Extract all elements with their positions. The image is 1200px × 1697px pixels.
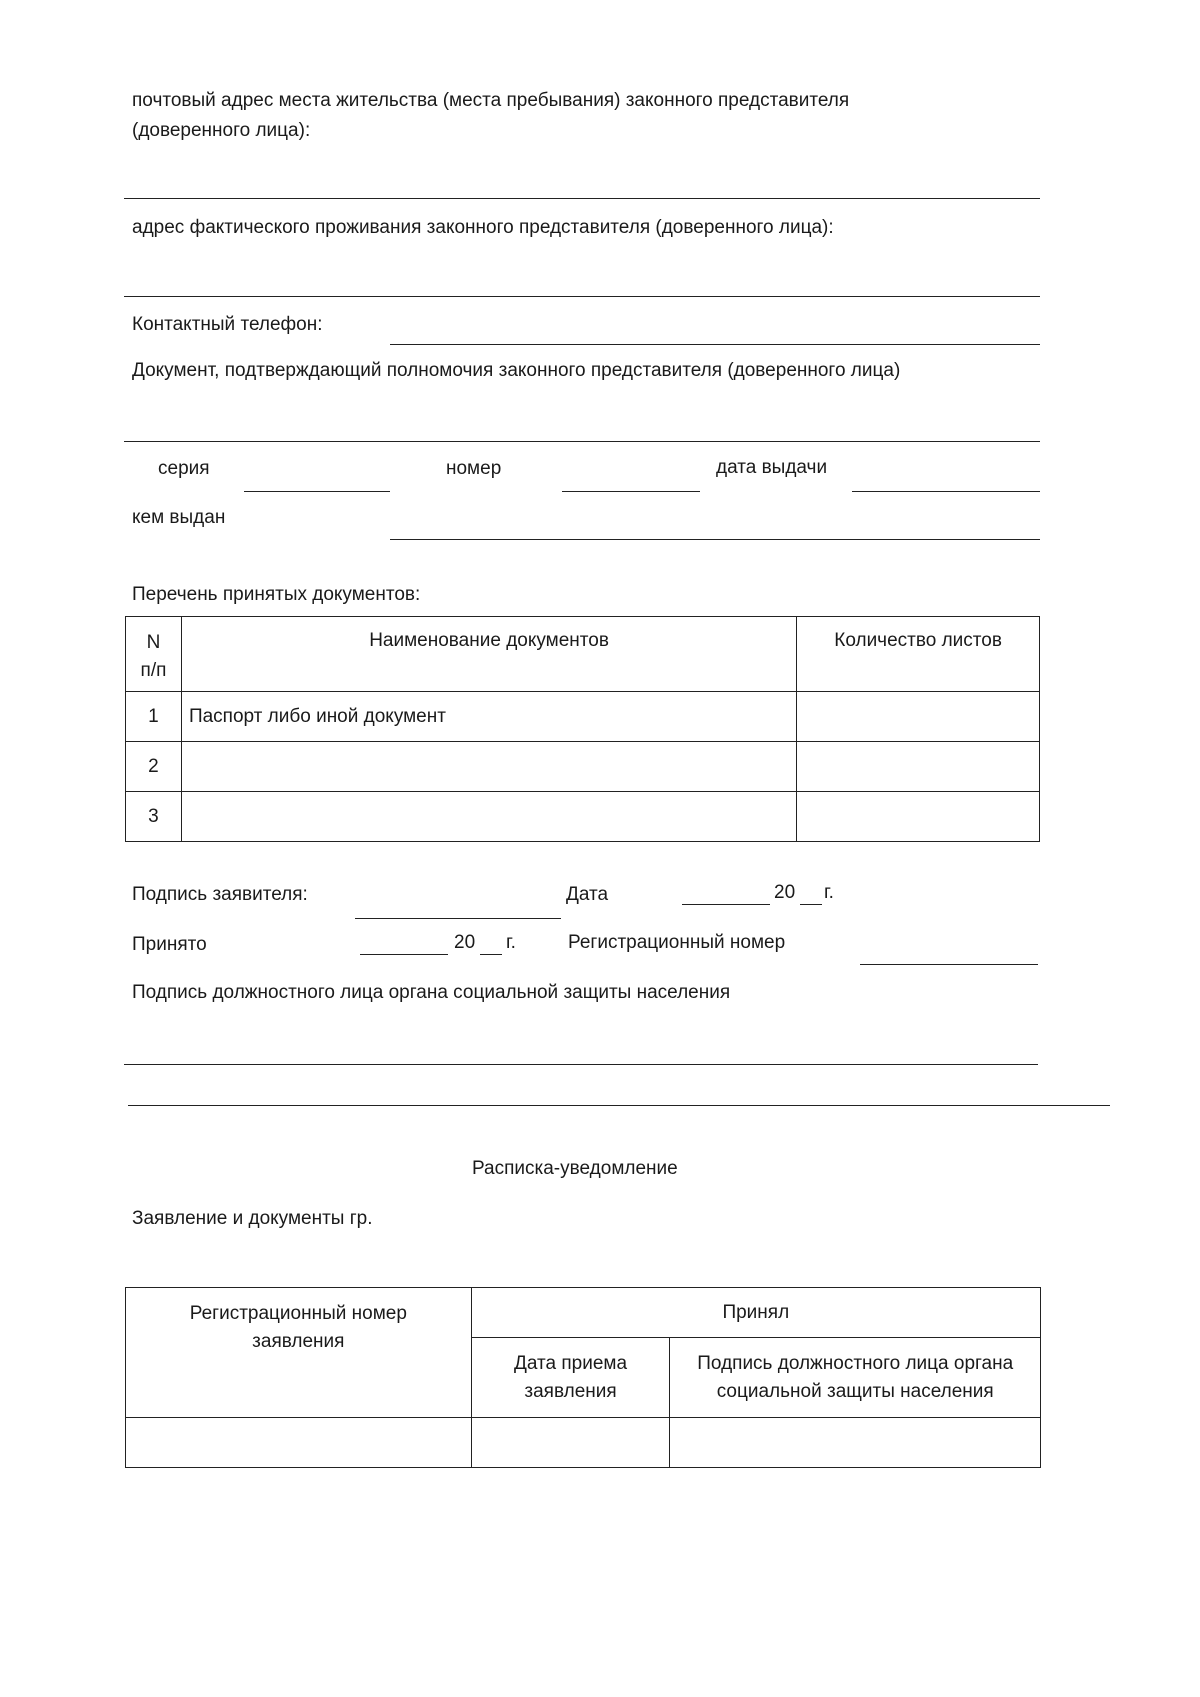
series-label: серия bbox=[158, 458, 210, 479]
row-doc-name[interactable] bbox=[181, 742, 796, 792]
row-num: 2 bbox=[126, 742, 182, 792]
accepted-year-suffix: г. bbox=[506, 932, 516, 953]
issued-by-label: кем выдан bbox=[132, 507, 226, 528]
table-row bbox=[126, 1418, 1041, 1468]
col-date-header bbox=[471, 1338, 670, 1418]
registration-number-label: Регистрационный номер bbox=[568, 932, 786, 953]
col-num-header-line2: п/п bbox=[140, 660, 167, 681]
postal-address-field[interactable] bbox=[124, 198, 1040, 199]
col-num-header bbox=[126, 617, 182, 692]
col-official-signature-line1: Подпись должностного лица органа bbox=[697, 1352, 1014, 1374]
registration-number-cell[interactable] bbox=[126, 1418, 472, 1468]
date-year-field[interactable] bbox=[800, 904, 822, 905]
date-field[interactable] bbox=[682, 904, 770, 905]
receipt-table bbox=[125, 1287, 1041, 1468]
authority-document-label: Документ, подтверждающий полномочия законного представителя (доверенного лица) bbox=[132, 360, 901, 381]
row-num: 3 bbox=[126, 792, 182, 842]
col-date-line1: Дата приема bbox=[514, 1352, 628, 1374]
col-name-header: Наименование документов bbox=[181, 617, 796, 692]
postal-address-label-cont: (доверенного лица): bbox=[132, 120, 311, 141]
date-label: Дата bbox=[566, 884, 609, 905]
documents-table bbox=[125, 616, 1040, 842]
issue-date-label: дата выдачи bbox=[716, 457, 828, 478]
accepted-date-field[interactable] bbox=[360, 954, 448, 955]
date-received-cell[interactable] bbox=[471, 1418, 670, 1468]
row-doc-name[interactable] bbox=[181, 792, 796, 842]
phone-label: Контактный телефон: bbox=[132, 314, 323, 335]
col-registration-number-line1: Регистрационный номер bbox=[189, 1303, 407, 1324]
row-sheets[interactable] bbox=[797, 692, 1040, 742]
table-row bbox=[126, 792, 1040, 842]
col-accepted-header: Принял bbox=[471, 1288, 1040, 1338]
phone-field[interactable] bbox=[390, 344, 1040, 345]
receipt-title: Расписка-уведомление bbox=[472, 1158, 678, 1179]
applicant-signature-label: Подпись заявителя: bbox=[132, 884, 308, 905]
issue-date-field[interactable] bbox=[852, 491, 1040, 492]
number-label: номер bbox=[446, 458, 502, 479]
official-signature-cell[interactable] bbox=[670, 1418, 1041, 1468]
col-registration-number-header bbox=[126, 1288, 472, 1418]
date-year-suffix: г. bbox=[824, 882, 834, 903]
row-sheets[interactable] bbox=[797, 742, 1040, 792]
section-divider bbox=[128, 1105, 1110, 1106]
table-row bbox=[126, 692, 1040, 742]
row-num: 1 bbox=[126, 692, 182, 742]
authority-document-field[interactable] bbox=[124, 441, 1040, 442]
col-date-line2: заявления bbox=[524, 1380, 617, 1402]
date-year-prefix: 20 bbox=[774, 882, 796, 903]
col-num-header-line1: N bbox=[146, 632, 161, 653]
official-signature-label: Подпись должностного лица органа социальной защиты населения bbox=[132, 982, 731, 1003]
col-official-signature-header bbox=[670, 1338, 1041, 1418]
series-field[interactable] bbox=[244, 491, 390, 492]
row-sheets[interactable] bbox=[797, 792, 1040, 842]
registration-number-field[interactable] bbox=[860, 964, 1038, 965]
receipt-table-header bbox=[126, 1288, 1041, 1338]
postal-address-label: почтовый адрес места жительства (места пребывания) законного представителя bbox=[132, 90, 850, 111]
col-official-signature-line2: социальной защиты населения bbox=[716, 1380, 994, 1402]
accepted-year-prefix: 20 bbox=[454, 932, 476, 953]
issued-by-field[interactable] bbox=[390, 539, 1040, 540]
accepted-label: Принято bbox=[132, 934, 207, 955]
documents-table-header bbox=[126, 617, 1040, 692]
accepted-year-field[interactable] bbox=[480, 954, 502, 955]
official-signature-field[interactable] bbox=[124, 1064, 1038, 1065]
actual-address-label: адрес фактического проживания законного представителя (доверенного лица): bbox=[132, 217, 834, 238]
row-doc-name[interactable]: Паспорт либо иной документ bbox=[181, 692, 796, 742]
applicant-signature-field[interactable] bbox=[355, 918, 561, 919]
col-sheets-header: Количество листов bbox=[797, 617, 1040, 692]
actual-address-field[interactable] bbox=[124, 296, 1040, 297]
documents-caption: Перечень принятых документов: bbox=[132, 584, 421, 605]
table-row bbox=[126, 742, 1040, 792]
number-field[interactable] bbox=[562, 491, 700, 492]
receipt-intro: Заявление и документы гр. bbox=[132, 1208, 373, 1229]
col-registration-number-line2: заявления bbox=[252, 1331, 345, 1352]
